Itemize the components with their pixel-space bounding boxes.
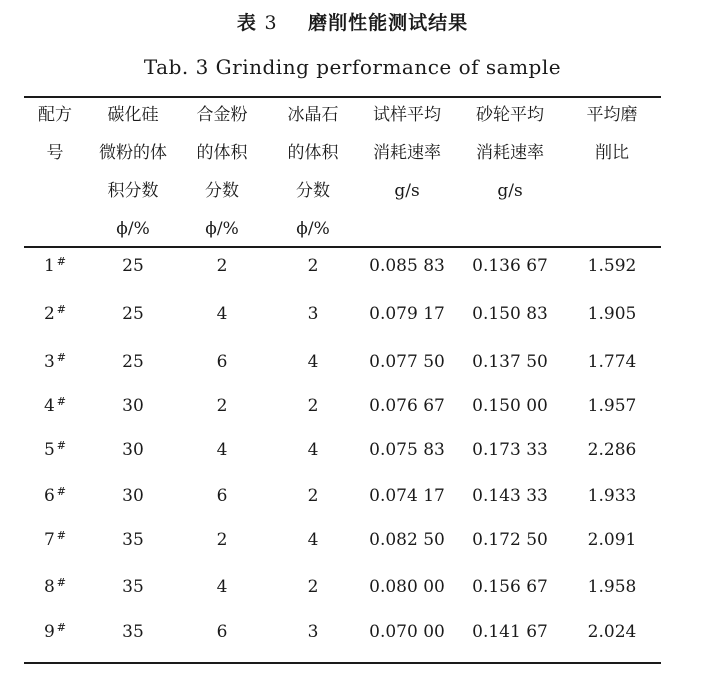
table-cell-cryolite-fraction: 4	[307, 352, 319, 372]
table-cell-grinding-ratio: 1.905	[587, 304, 637, 324]
table-cell-wheel-rate: 0.172 50	[472, 530, 548, 550]
row-number-mark: #	[56, 529, 67, 542]
table-cell-grinding-ratio: 1.592	[587, 256, 637, 276]
header-line: 消耗速率	[373, 143, 441, 163]
row-number-mark: #	[56, 485, 67, 498]
table-cell-grinding-ratio: 2.286	[587, 440, 637, 460]
header-line: 分数	[296, 181, 330, 201]
row-number: 6	[43, 486, 55, 506]
table-cell-sample-rate: 0.085 83	[369, 256, 445, 276]
row-number: 5	[43, 440, 55, 460]
row-number-mark: #	[56, 255, 67, 268]
table-cell-formula-no	[20, 620, 90, 644]
table-cell-cryolite-fraction: 3	[307, 304, 319, 324]
caption-text: 磨削性能测试结果	[308, 12, 469, 34]
table-cell-formula-no	[20, 575, 90, 599]
table-cell-alloy-fraction: 2	[216, 530, 228, 550]
header-alloy-fraction	[177, 104, 267, 256]
table-cell-sample-rate: 0.076 67	[369, 396, 445, 416]
header-line: 的体积	[287, 143, 339, 163]
table-cell-alloy-fraction: 4	[216, 304, 228, 324]
table-cell-sic-fraction: 25	[122, 304, 144, 324]
header-line: 碳化硅	[107, 105, 159, 125]
table-cell-alloy-fraction: 6	[216, 352, 228, 372]
row-number: 8	[43, 577, 55, 597]
header-line: 砂轮平均	[476, 105, 544, 125]
table-cell-sic-fraction: 35	[122, 530, 144, 550]
table-cell-formula-no	[20, 484, 90, 508]
table-cell-cryolite-fraction: 4	[307, 440, 319, 460]
header-line: g/s	[394, 181, 420, 201]
table-cell-wheel-rate: 0.136 67	[472, 256, 548, 276]
table-cell-sic-fraction: 35	[122, 577, 144, 597]
table-cell-cryolite-fraction: 4	[307, 530, 319, 550]
row-number-mark: #	[56, 576, 67, 589]
table-cell-grinding-ratio: 1.933	[587, 486, 637, 506]
header-line: g/s	[497, 181, 523, 201]
row-number: 2	[43, 304, 55, 324]
table-cell-grinding-ratio: 2.091	[587, 530, 637, 550]
row-number-mark: #	[56, 351, 67, 364]
header-line: 合金粉	[196, 105, 248, 125]
table-cell-formula-no	[20, 528, 90, 552]
table-cell-alloy-fraction: 6	[216, 486, 228, 506]
row-number: 1	[43, 256, 55, 276]
table-cell-alloy-fraction: 6	[216, 622, 228, 642]
header-cryolite-fraction	[268, 104, 358, 256]
header-line: 冰晶石	[287, 105, 339, 125]
table-cell-wheel-rate: 0.143 33	[472, 486, 548, 506]
table-cell-wheel-rate: 0.156 67	[472, 577, 548, 597]
table-cell-formula-no	[20, 254, 90, 278]
header-line: 号	[46, 143, 64, 163]
table-cell-alloy-fraction: 2	[216, 396, 228, 416]
row-number-mark: #	[56, 303, 67, 316]
table-cell-cryolite-fraction: 2	[307, 486, 319, 506]
table-cell-formula-no	[20, 302, 90, 326]
table-cell-wheel-rate: 0.141 67	[472, 622, 548, 642]
table-cell-sic-fraction: 25	[122, 256, 144, 276]
table-cell-sample-rate: 0.075 83	[369, 440, 445, 460]
header-sample-rate	[355, 104, 460, 218]
table-cell-cryolite-fraction: 2	[307, 256, 319, 276]
table-cell-alloy-fraction: 4	[216, 577, 228, 597]
table-cell-sic-fraction: 30	[122, 396, 144, 416]
caption-number: 3	[264, 12, 278, 34]
table-cell-formula-no	[20, 350, 90, 374]
header-line: ϕ/%	[296, 219, 330, 239]
table-cell-alloy-fraction: 4	[216, 440, 228, 460]
table-cell-cryolite-fraction: 2	[307, 577, 319, 597]
header-line: 的体积	[196, 143, 248, 163]
table-cell-sample-rate: 0.077 50	[369, 352, 445, 372]
table-cell-sample-rate: 0.082 50	[369, 530, 445, 550]
table-cell-wheel-rate: 0.137 50	[472, 352, 548, 372]
header-line: 平均磨	[586, 105, 638, 125]
header-grinding-ratio	[567, 104, 657, 180]
row-number: 9	[43, 622, 55, 642]
table-cell-alloy-fraction: 2	[216, 256, 228, 276]
table-cell-sic-fraction: 30	[122, 440, 144, 460]
table-cell-sample-rate: 0.079 17	[369, 304, 445, 324]
table-cell-sample-rate: 0.074 17	[369, 486, 445, 506]
header-line: 积分数	[107, 181, 159, 201]
header-formula-no	[20, 104, 90, 180]
header-line: 消耗速率	[476, 143, 544, 163]
row-number: 4	[43, 396, 55, 416]
row-number: 3	[43, 352, 55, 372]
header-line: 微粉的体	[99, 143, 167, 163]
table-cell-grinding-ratio: 1.957	[587, 396, 637, 416]
table-cell-sic-fraction: 30	[122, 486, 144, 506]
header-line: 试样平均	[373, 105, 441, 125]
table-caption-en: Tab. 3 Grinding performance of sample	[143, 55, 562, 79]
table-cell-sic-fraction: 35	[122, 622, 144, 642]
table-caption-cn	[0, 8, 705, 35]
header-sic-fraction	[83, 104, 183, 256]
table-cell-wheel-rate: 0.150 83	[472, 304, 548, 324]
table-cell-cryolite-fraction: 3	[307, 622, 319, 642]
row-number-mark: #	[56, 621, 67, 634]
header-wheel-rate	[458, 104, 563, 218]
table-cell-formula-no	[20, 438, 90, 462]
table-cell-cryolite-fraction: 2	[307, 396, 319, 416]
row-number-mark: #	[56, 439, 67, 452]
table-cell-wheel-rate: 0.150 00	[472, 396, 548, 416]
table-bottom-rule	[24, 662, 661, 664]
table-top-rule	[24, 96, 661, 98]
caption-label: 表	[236, 12, 257, 34]
table-cell-grinding-ratio: 1.958	[587, 577, 637, 597]
header-line: ϕ/%	[205, 219, 239, 239]
table-cell-grinding-ratio: 1.774	[587, 352, 637, 372]
header-line: 削比	[595, 143, 629, 163]
table-cell-sample-rate: 0.070 00	[369, 622, 445, 642]
table-cell-grinding-ratio: 2.024	[587, 622, 637, 642]
table-cell-sic-fraction: 25	[122, 352, 144, 372]
header-line: 配方	[38, 105, 72, 125]
row-number-mark: #	[56, 395, 67, 408]
table-cell-sample-rate: 0.080 00	[369, 577, 445, 597]
table-cell-wheel-rate: 0.173 33	[472, 440, 548, 460]
table-cell-formula-no	[20, 394, 90, 418]
row-number: 7	[43, 530, 55, 550]
header-line: ϕ/%	[116, 219, 150, 239]
header-line: 分数	[205, 181, 239, 201]
